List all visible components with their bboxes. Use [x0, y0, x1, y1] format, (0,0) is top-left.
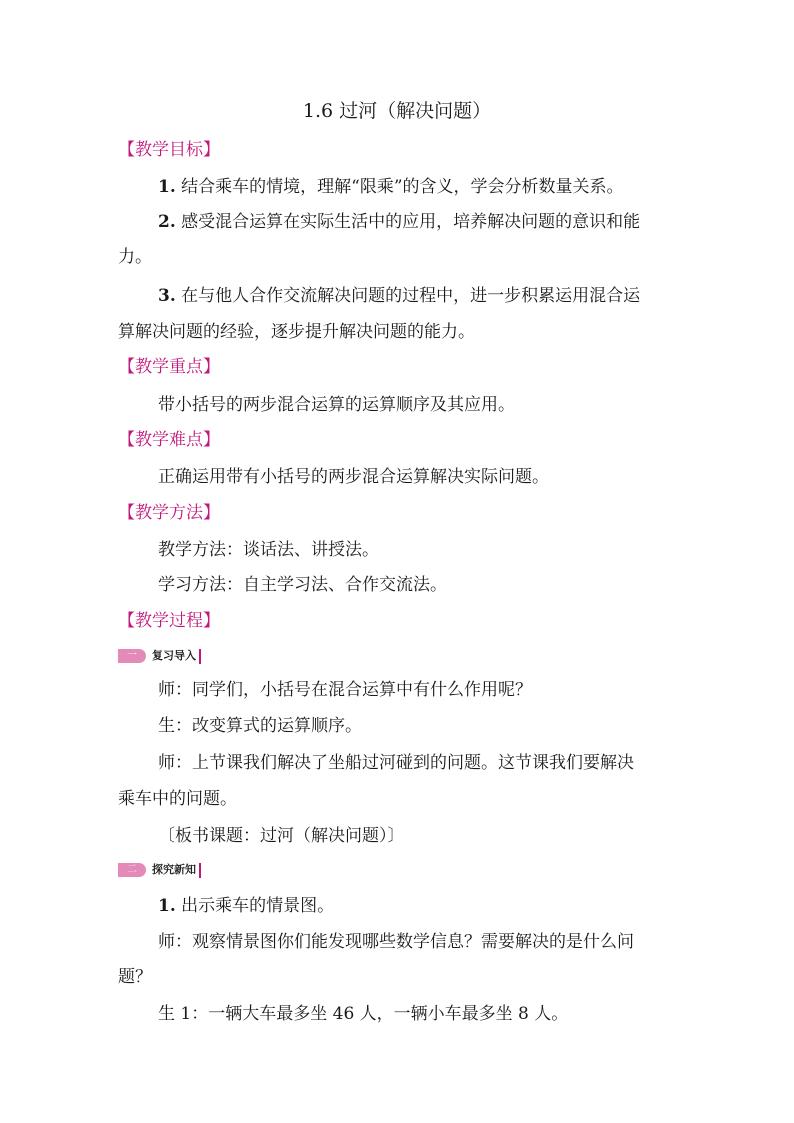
- step-1-text: 出示乘车的情景图。: [181, 896, 335, 916]
- dialogue-line: 师：同学们，小括号在混合运算中有什么作用呢？: [158, 680, 532, 700]
- objective-2-text: 感受混合运算在实际生活中的应用，培养解决问题的意识和能: [181, 212, 641, 232]
- objective-2-number: 2.: [158, 212, 176, 232]
- objective-2-continued: 力。: [118, 247, 152, 267]
- dialogue-line-continued: 乘车中的问题。: [118, 789, 237, 809]
- objective-3: [158, 284, 640, 308]
- difficulties-text: 正确运用带有小括号的两步混合运算解决实际问题。: [158, 467, 549, 487]
- dialogue-line: 生：改变算式的运算顺序。: [158, 716, 362, 736]
- objective-1-text: 结合乘车的情境，理解“限乘”的含义，学会分析数量关系。: [181, 177, 624, 197]
- objective-2: [158, 210, 640, 234]
- objective-1-number: 1.: [158, 177, 176, 197]
- section-badge-review: [118, 648, 201, 664]
- key-points-text: 带小括号的两步混合运算的运算顺序及其应用。: [158, 395, 515, 415]
- teaching-methods: 教学方法：谈话法、讲授法。: [158, 540, 379, 560]
- heading-key-points: 【教学重点】: [118, 357, 220, 377]
- section-badge-label: 探究新知: [152, 863, 196, 876]
- dialogue-line: 师：观察情景图你们能发现哪些数学信息？需要解决的是什么问: [158, 932, 634, 952]
- page-title: 1.6 过河（解决问题）: [302, 100, 492, 122]
- dialogue-line: 师：上节课我们解决了坐船过河碰到的问题。这节课我们要解决: [158, 753, 634, 773]
- dialogue-line: 生 1：一辆大车最多坐 46 人，一辆小车最多坐 8 人。: [158, 1004, 569, 1024]
- heading-difficulties: 【教学难点】: [118, 430, 220, 450]
- heading-objectives: 【教学目标】: [118, 140, 220, 160]
- dialogue-line-continued: 题？: [118, 967, 152, 987]
- section-badge-bar: [199, 863, 201, 878]
- objective-3-number: 3.: [158, 286, 176, 306]
- section-badge-number: 二: [118, 863, 146, 877]
- step-1: [158, 894, 334, 918]
- learning-methods: 学习方法：自主学习法、合作交流法。: [158, 575, 447, 595]
- board-title-note: 〔板书课题：过河（解决问题）〕: [158, 826, 405, 846]
- section-badge-number: 一: [118, 649, 146, 663]
- section-badge-bar: [199, 649, 201, 664]
- step-1-number: 1.: [158, 896, 176, 916]
- objective-3-text: 在与他人合作交流解决问题的过程中，进一步积累运用混合运: [181, 286, 641, 306]
- section-badge-label: 复习导入: [152, 649, 196, 662]
- heading-process: 【教学过程】: [118, 611, 220, 631]
- objective-3-continued: 算解决问题的经验，逐步提升解决问题的能力。: [118, 322, 475, 342]
- heading-methods: 【教学方法】: [118, 503, 220, 523]
- objective-1: [158, 175, 624, 199]
- section-badge-explore: [118, 862, 201, 878]
